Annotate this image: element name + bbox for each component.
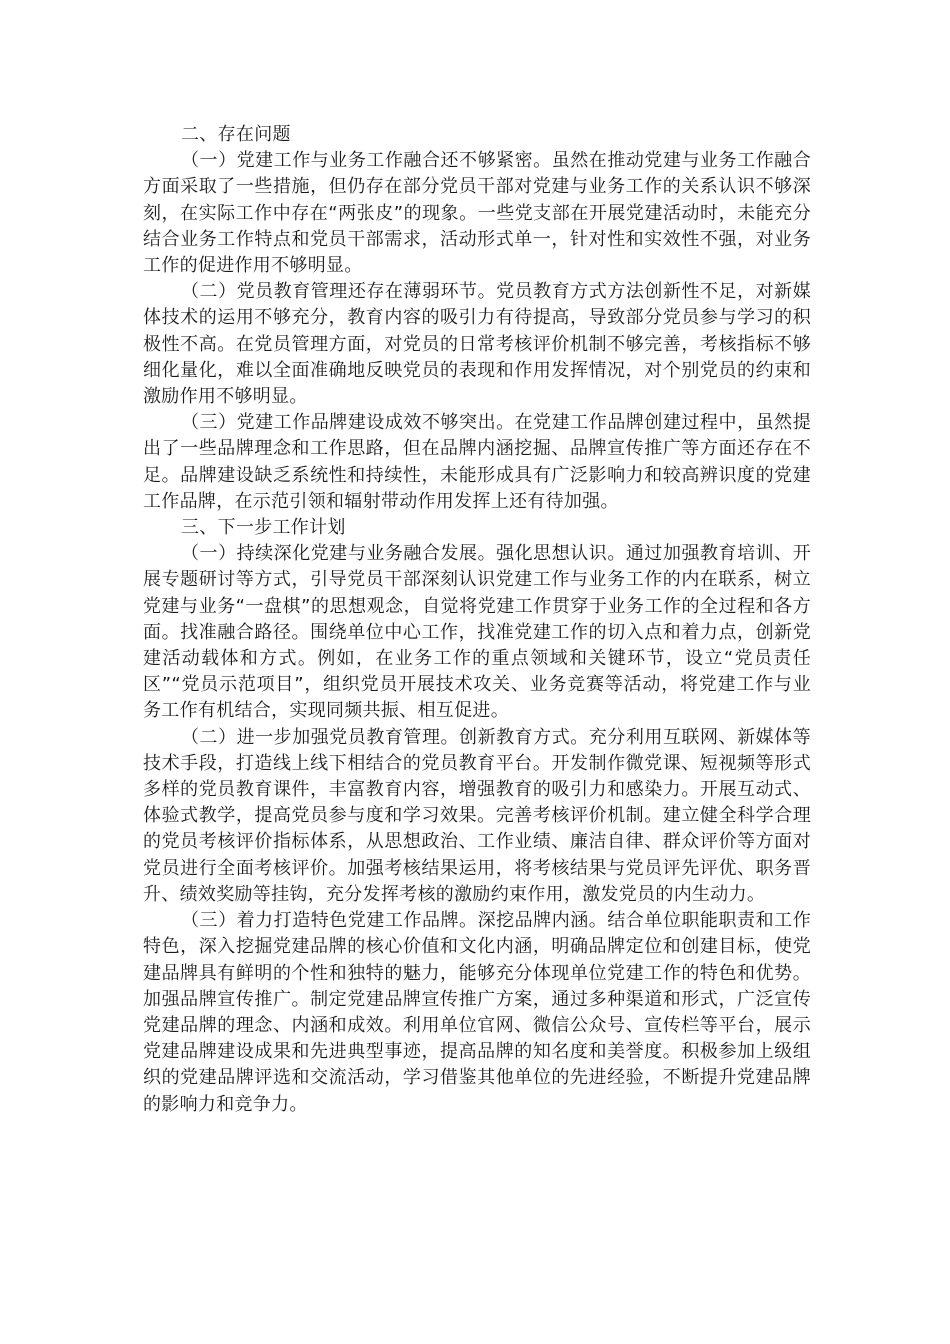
paragraph-problem-3: （三）党建工作品牌建设成效不够突出。在党建工作品牌创建过程中，虽然提出了一些品牌理念和工作思路，但在品牌内涵挖掘、品牌宣传推广等方面还存在不足。品牌建设缺乏系统性和持续性，未能形成具有广泛影响力和较高辨识度的党建工作品牌，在示范引领和辐射带动作用发挥上还有待加强。 bbox=[143, 412, 811, 512]
section-heading-next-steps: 三、下一步工作计划 bbox=[181, 517, 346, 539]
paragraph-problem-2: （二）党员教育管理还存在薄弱环节。党员教育方式方法创新性不足，对新媒体技术的运用不够充分，教育内容的吸引力有待提高，导致部分党员参与学习的积极性不高。在党员管理方面，对党员的日常考核评价机制不够完善，考核指标不够细化量化，难以全面准确地反映党员的表现和作用发挥情况，对个别党员的约束和激励作用不够明显。 bbox=[143, 281, 811, 408]
paragraph-plan-1: （一）持续深化党建与业务融合发展。强化思想认识。通过加强教育培训、开展专题研讨等方式，引导党员干部深刻认识党建工作与业务工作的内在联系，树立党建与业务“一盘棋”的思想观念，自觉将党建工作贯穿于业务工作的全过程和各方面。找准融合路径。围绕单位中心工作，找准党建工作的切入点和着力点，创新党建活动载体和方式。例如，在业务工作的重点领域和关键环节，设立“党员责任区”“党员示范项目”，组织党员开展技术攻关、业务竞赛等活动，将党建工作与业务工作有机结合，实现同频共振、相互促进。 bbox=[143, 543, 811, 722]
paragraph-problem-1: （一）党建工作与业务工作融合还不够紧密。虽然在推动党建与业务工作融合方面采取了一些措施，但仍存在部分党员干部对党建与业务工作的关系认识不够深刻，在实际工作中存在“两张皮”的现象。一些党支部在开展党建活动时，未能充分结合业务工作特点和党员干部需求，活动形式单一，针对性和实效性不强，对业务工作的促进作用不够明显。 bbox=[143, 150, 811, 277]
document-body bbox=[143, 122, 811, 1118]
paragraph-plan-3: （三）着力打造特色党建工作品牌。深挖品牌内涵。结合单位职能职责和工作特色，深入挖掘党建品牌的核心价值和文化内涵，明确品牌定位和创建目标，使党建品牌具有鲜明的个性和独特的魅力，能够充分体现单位党建工作的特色和优势。加强品牌宣传推广。制定党建品牌宣传推广方案，通过多种渠道和形式，广泛宣传党建品牌的理念、内涵和成效。利用单位官网、微信公众号、宣传栏等平台，展示党建品牌建设成果和先进典型事迹，提高品牌的知名度和美誉度。积极参加上级组织的党建品牌评选和交流活动，学习借鉴其他单位的先进经验，不断提升党建品牌的影响力和竞争力。 bbox=[143, 910, 811, 1115]
section-heading-problems: 二、存在问题 bbox=[181, 124, 291, 145]
paragraph-plan-2: （二）进一步加强党员教育管理。创新教育方式。充分利用互联网、新媒体等技术手段，打造线上线下相结合的党员教育平台。开发制作微党课、短视频等形式多样的党员教育课件，丰富教育内容，增强教育的吸引力和感染力。开展互动式、体验式教学，提高党员参与度和学习效果。完善考核评价机制。建立健全科学合理的党员考核评价指标体系，从思想政治、工作业绩、廉洁自律、群众评价等方面对党员进行全面考核评价。加强考核结果运用，将考核结果与党员评先评优、职务晋升、绩效奖励等挂钩，充分发挥考核的激励约束作用，激发党员的内生动力。 bbox=[143, 726, 811, 905]
